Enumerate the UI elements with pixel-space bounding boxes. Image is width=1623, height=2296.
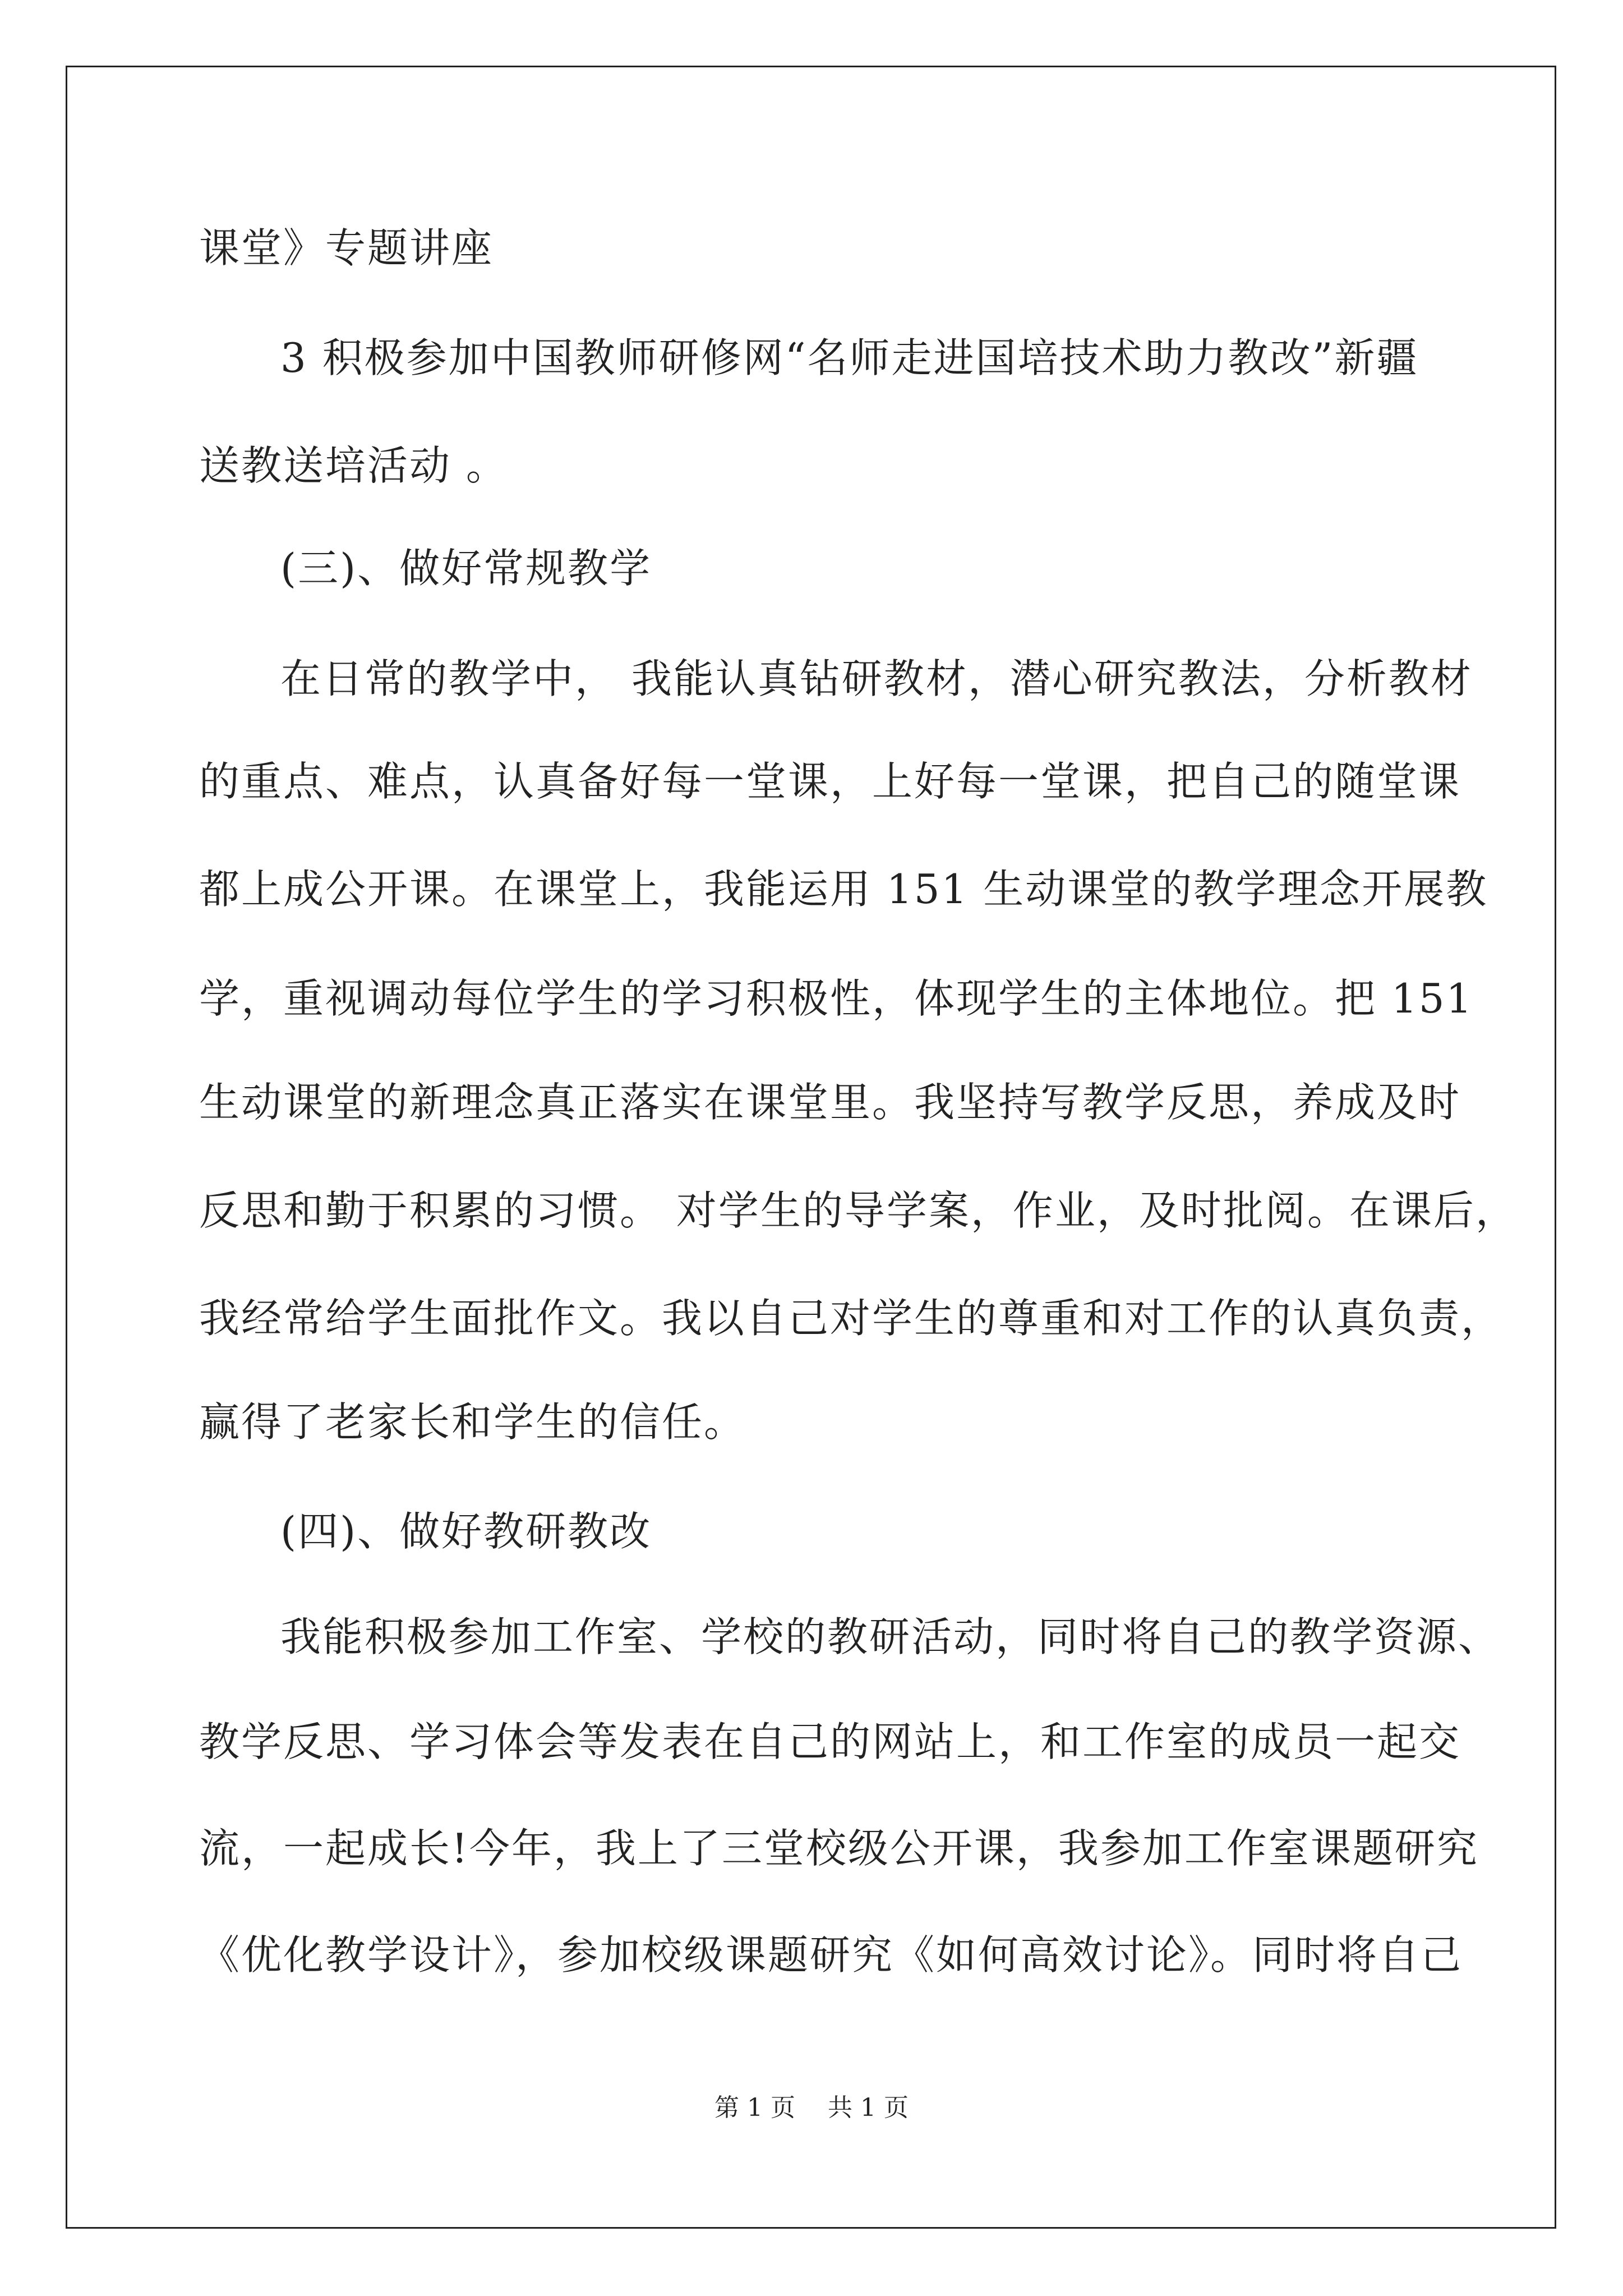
- text-line-14: 我能积极参加工作室、学校的教研活动，同时将自己的教学资源、: [280, 1613, 1501, 1660]
- text-line-17: 《优化教学设计》，参加校级课题研究《如何高效讨论》。同时将自己: [199, 1931, 1463, 1978]
- section-heading-3: (三)、做好常规教学: [280, 545, 652, 592]
- text-line-15: 教学反思、学习体会等发表在自己的网站上，和工作室的成员一起交: [199, 1718, 1461, 1765]
- page-border: [66, 66, 1556, 2229]
- text-line-12: 赢得了老家长和学生的信任。: [199, 1398, 746, 1446]
- text-line-5: 在日常的教学中， 我能认真钻研教材，潜心研究教法，分析教材: [280, 655, 1473, 702]
- text-line-1: 课堂》专题讲座: [199, 224, 494, 272]
- text-line-6: 的重点、难点，认真备好每一堂课，上好每一堂课，把自己的随堂课: [199, 758, 1461, 805]
- text-line-7: 都上成公开课。在课堂上，我能运用 151 生动课堂的教学理念开展教: [199, 866, 1488, 913]
- text-line-10: 反思和勤于积累的习惯。 对学生的导学案，作业，及时批阅。在课后，: [199, 1187, 1518, 1234]
- page-footer: 第 1 页 共 1 页: [714, 2093, 909, 2122]
- text-line-9: 生动课堂的新理念真正落实在课堂里。我坚持写教学反思，养成及时: [199, 1079, 1461, 1126]
- text-line-8: 学，重视调动每位学生的学习积极性，体现学生的主体地位。把 151: [199, 975, 1474, 1022]
- text-line-16: 流，一起成长!今年，我上了三堂校级公开课，我参加工作室课题研究: [199, 1825, 1479, 1872]
- text-line-11: 我经常给学生面批作文。我以自己对学生的尊重和对工作的认真负责，: [199, 1295, 1504, 1342]
- text-line-3: 送教送培活动 。: [199, 442, 508, 489]
- section-heading-4: (四)、做好教研教改: [280, 1508, 652, 1555]
- text-line-2: 3 积极参加中国教师研修网“名师走进国培技术助力教改”新疆: [280, 334, 1419, 381]
